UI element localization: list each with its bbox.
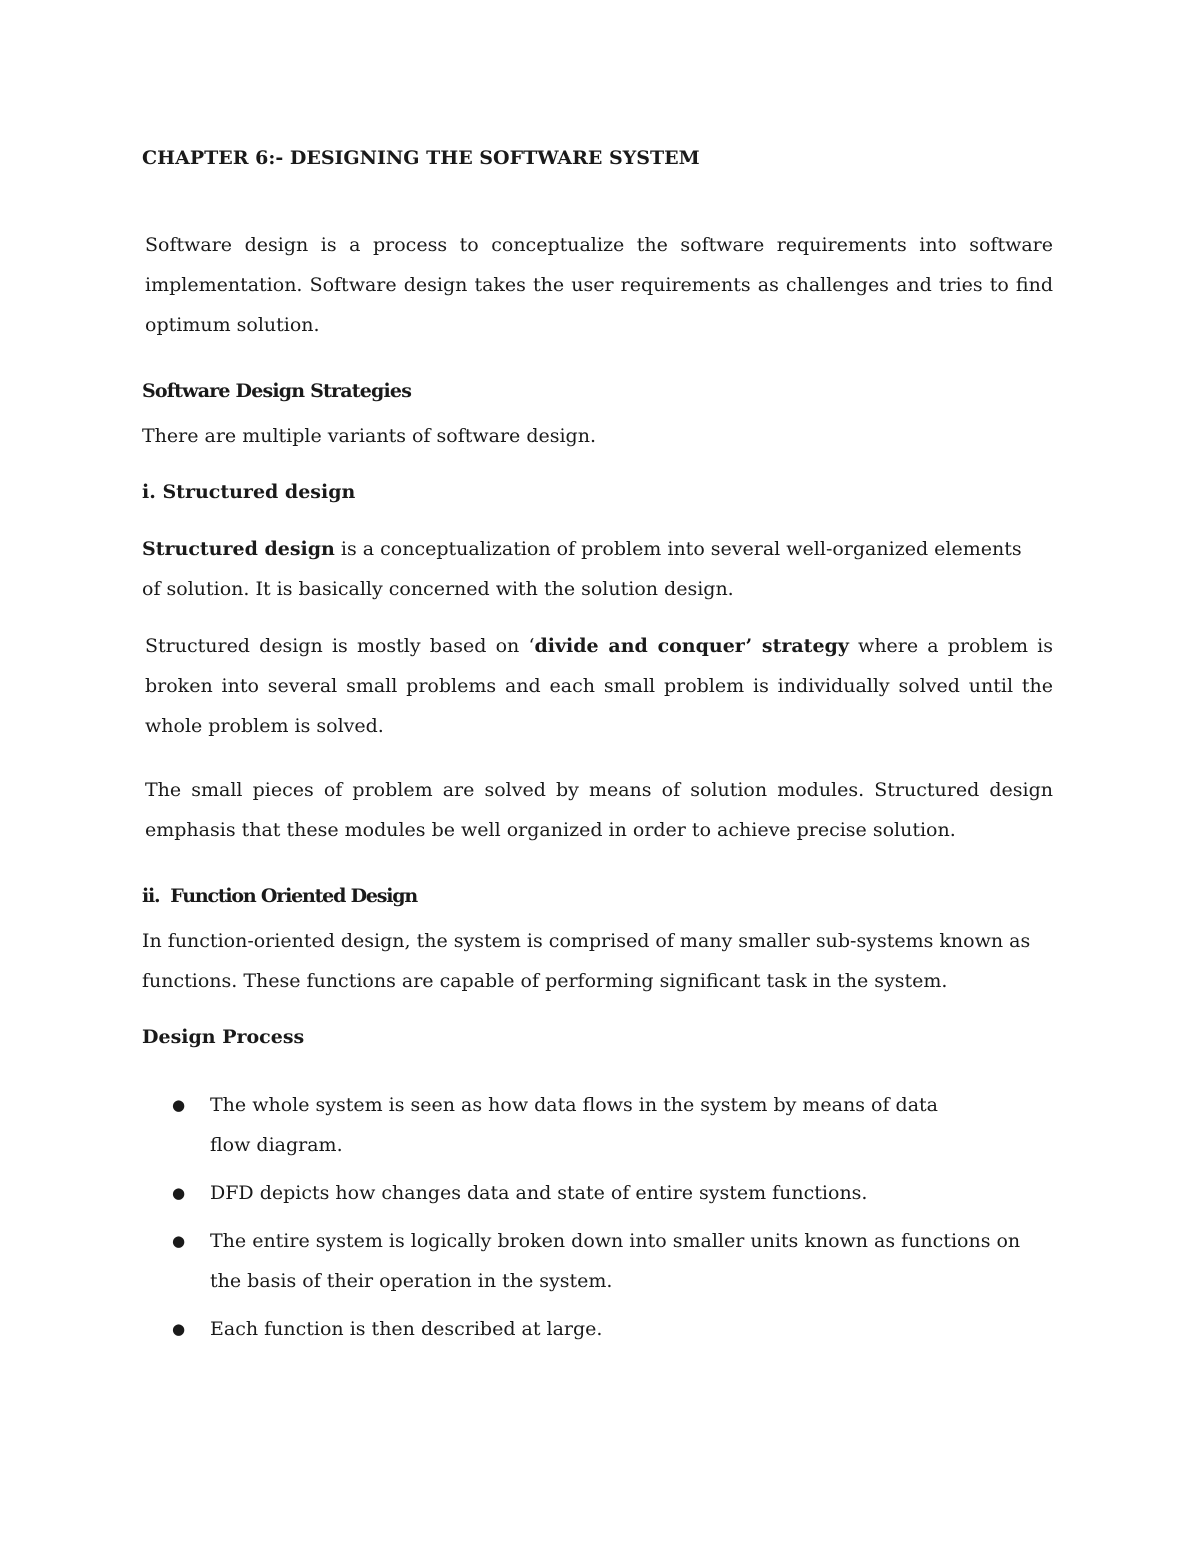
bullet-icon: ● (172, 1096, 186, 1114)
list-item (142, 1173, 1052, 1213)
list-item-text: Each function is then described at large. (210, 1318, 603, 1340)
structured-paragraph-3: The small pieces of problem are solved by means of solution modules. Structured design emphasis that these modules be well organized in order to achieve precise solution. (145, 779, 1053, 841)
structured-p2-text: where a problem is broken into several small problems and each small problem is individually solved until the whole problem is solved. (145, 635, 1053, 737)
strategies-text: There are multiple variants of software design. (142, 425, 596, 447)
structured-paragraph-2 (145, 626, 1053, 746)
structured-design-heading: i. Structured design (142, 481, 356, 503)
bullet-icon: ● (172, 1320, 186, 1338)
design-process-heading: Design Process (142, 1026, 305, 1048)
list-item-text: DFD depicts how changes data and state of entire system functions. (210, 1182, 868, 1204)
list-item-text: The entire system is logically broken down into smaller units known as functions on the basis of their operation in the system. (210, 1230, 1021, 1292)
list-item (142, 1085, 1052, 1165)
strategies-heading: Software Design Strategies (142, 380, 412, 402)
list-item (142, 1309, 1052, 1349)
intro-paragraph: Software design is a process to conceptualize the software requirements into software implementation. Software design takes the user requirements as challenges and tries to find optimum solution. (145, 234, 1053, 336)
structured-term: Structured design (142, 538, 335, 560)
function-oriented-paragraph: In function-oriented design, the system is comprised of many smaller sub-systems known as functions. These functions are capable of performing significant task in the system. (142, 930, 1031, 992)
chapter-title: CHAPTER 6:- DESIGNING THE SOFTWARE SYSTEM (142, 147, 700, 169)
design-process-list (142, 1085, 1052, 1349)
bullet-icon: ● (172, 1232, 186, 1250)
function-oriented-heading: ii. Function Oriented Design (142, 885, 417, 907)
divide-and-conquer-term: divide and conquer’ strategy (534, 635, 849, 657)
bullet-icon: ● (172, 1184, 186, 1202)
list-item-text: The whole system is seen as how data flows in the system by means of data flow diagram. (210, 1094, 938, 1156)
structured-p1-text: is a conceptualization of problem into several well-organized elements of solution. It is basically concerned with the solution design. (142, 538, 1022, 600)
structured-p2-start: Structured design is mostly based on ‘ (145, 635, 535, 657)
structured-paragraph-1 (142, 529, 1042, 609)
list-item (142, 1221, 1052, 1301)
